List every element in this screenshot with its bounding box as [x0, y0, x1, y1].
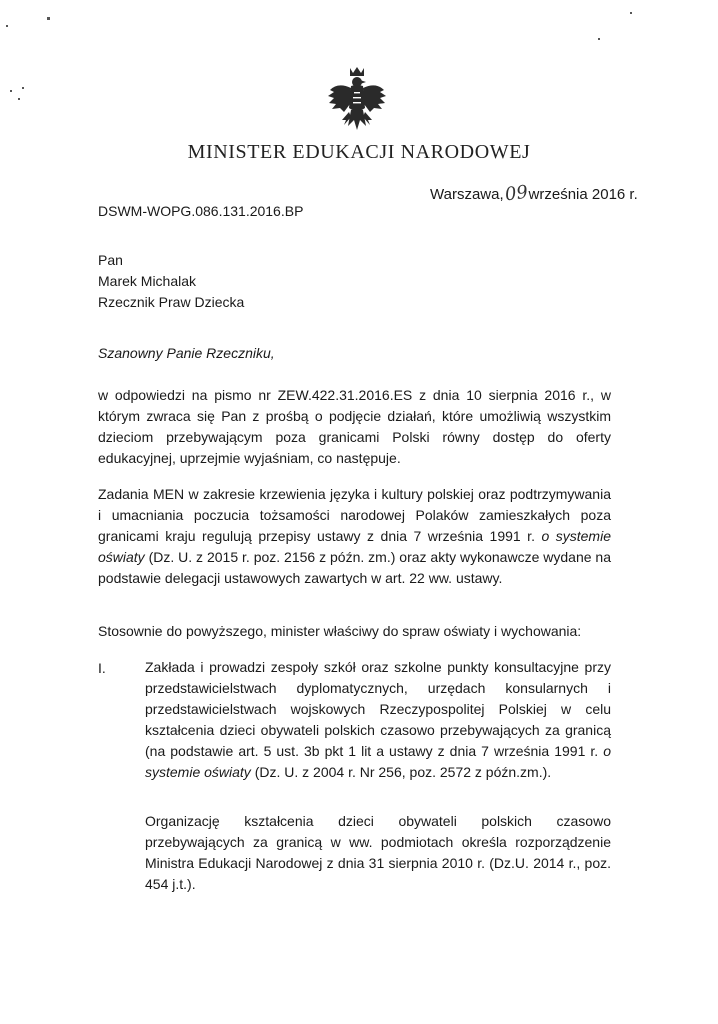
paragraph-text: Zakłada i prowadzi zespoły szkół oraz szkolne punkty konsultacyjne przy przedstawicielstwach dyplomatycznych, urzędach konsularnych i przedstawicielstwach wojskowych Rzeczypospolitej Polskiej w celu kształcenia dzieci obywateli polskich czasowo przebywających za granicą (na podstawie art. 5 ust. 3b pkt 1 lit a ustawy z dnia 7 września 1991 r. [145, 659, 611, 759]
date-city: Warszawa, [430, 186, 504, 203]
letter-date [430, 183, 638, 204]
body-paragraph: Stosownie do powyższego, minister właściwy do spraw oświaty i wychowania: [98, 623, 582, 639]
recipient-line: Pan [98, 252, 123, 268]
reference-number: DSWM-WOPG.086.131.2016.BP [98, 203, 304, 219]
date-month-year: września 2016 r. [528, 186, 638, 203]
scan-speck [630, 12, 632, 14]
scan-speck [598, 38, 600, 40]
act-title: o systemie oświaty [98, 528, 611, 565]
date-day-handwritten: 09 [503, 181, 529, 206]
paragraph-text: (Dz. U. z 2015 r. poz. 2156 z późn. zm.) oraz akty wykonawcze wydane na podstawie delegacji ustawowych zawartych w art. 22 ww. ustawy. [98, 549, 611, 586]
recipient-line: Rzecznik Praw Dziecka [98, 294, 245, 310]
salutation: Szanowny Panie Rzeczniku, [98, 345, 275, 361]
scan-speck [6, 25, 8, 27]
body-paragraph: w odpowiedzi na pismo nr ZEW.422.31.2016.ES z dnia 10 sierpnia 2016 r., w którym zwraca się Pan z prośbą o podjęcie działań, które umożliwią wszystkim dzieciom przebywającym poza granicami Polski równy dostęp do oferty edukacyjnej, uprzejmie wyjaśniam, co następuje. [98, 387, 611, 466]
recipient-address [98, 250, 244, 313]
ministry-heading: MINISTER EDUKACJI NARODOWEJ [187, 141, 531, 163]
paragraph-text: Zadania MEN w zakresie krzewienia języka i kultury polskiej oraz podtrzymywania i umacniania poczucia tożsamości narodowej Polaków zamieszkałych poza granicami kraju regulują przepisy ustawy z dnia 7 września 1991 r. [98, 486, 611, 544]
polish-eagle-emblem [324, 64, 390, 140]
scan-speck [10, 90, 12, 92]
act-title: o systemie oświaty [145, 743, 611, 780]
scan-speck [47, 17, 50, 20]
scan-speck [22, 87, 24, 89]
list-item-text [145, 657, 611, 783]
paragraph-text: (Dz. U. z 2004 r. Nr 256, poz. 2572 z późn.zm.). [250, 764, 552, 780]
list-item-number: I. [98, 660, 106, 676]
recipient-line: Marek Michalak [98, 273, 197, 289]
list-item-paragraph: Organizację kształcenia dzieci obywateli polskich czasowo przebywających za granicą w ww. podmiotach określa rozporządzenie Ministra Edukacji Narodowej z dnia 31 sierpnia 2010 r. (Dz.U. 2014 r., poz. 454 j.t.). [145, 813, 611, 892]
body-paragraph [98, 484, 611, 589]
scan-speck [18, 98, 20, 100]
